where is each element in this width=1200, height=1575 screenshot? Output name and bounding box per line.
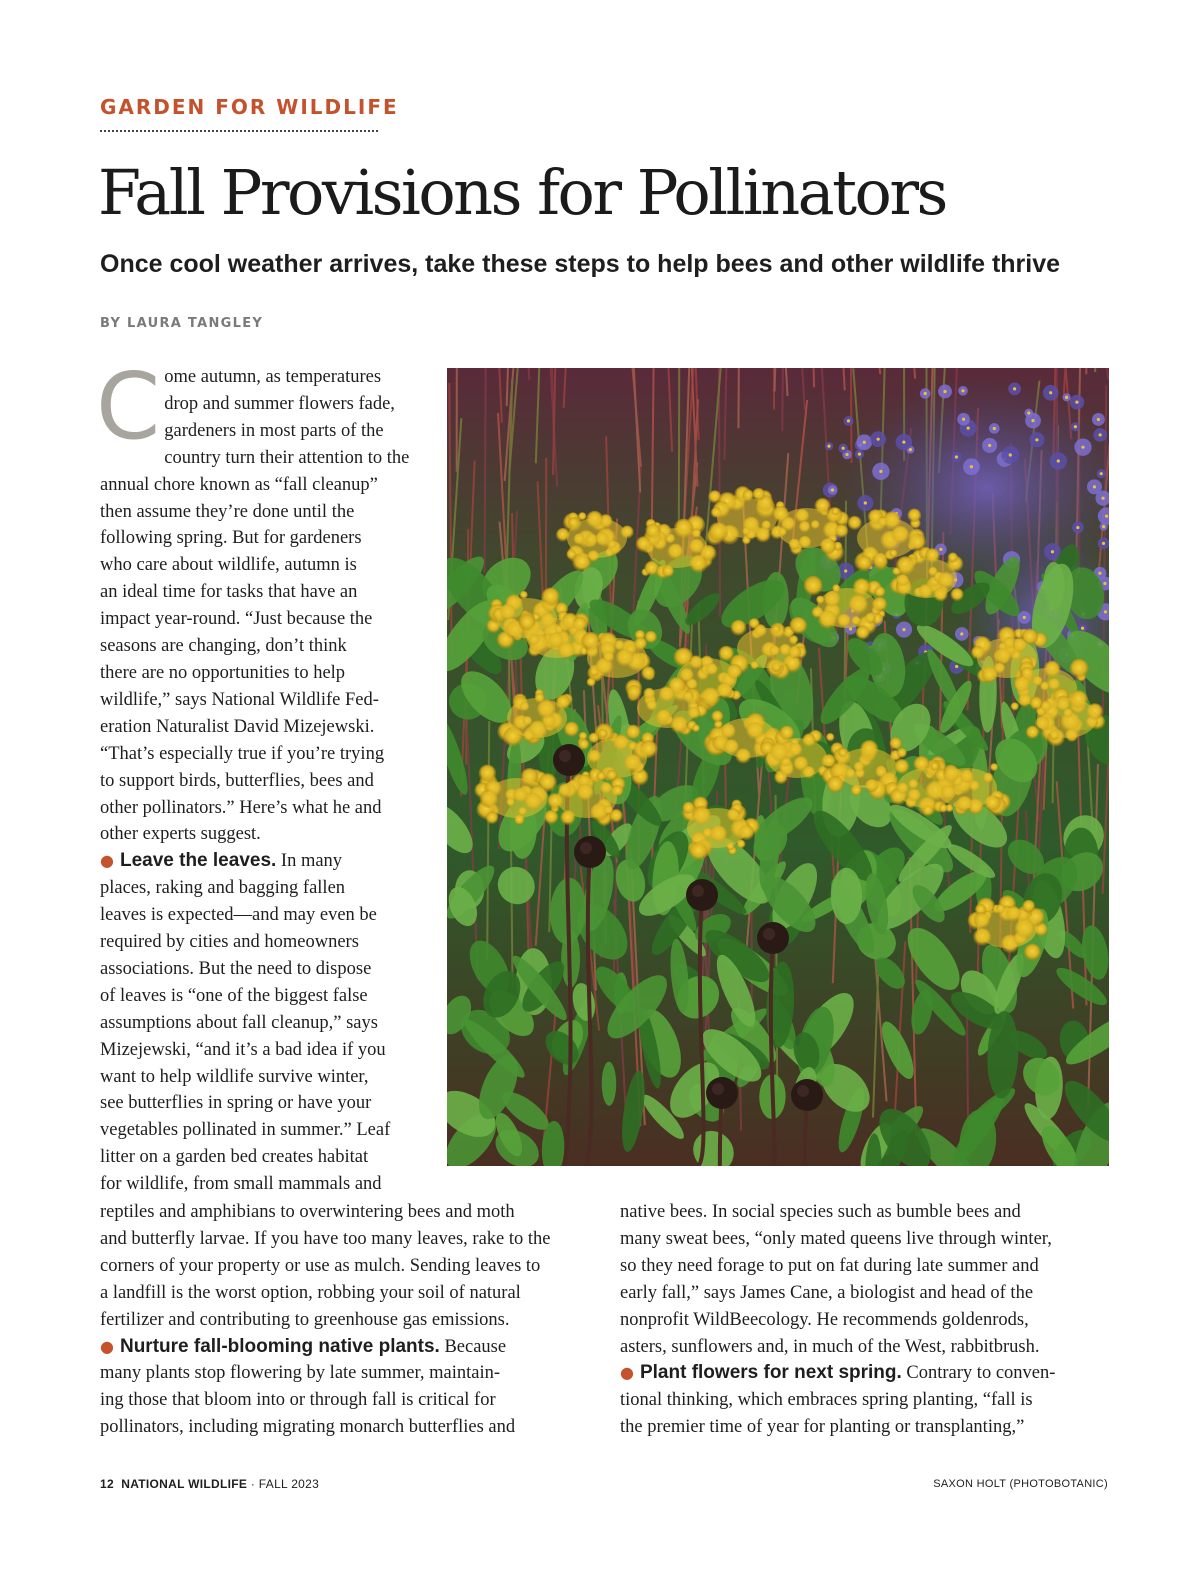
tip-line: assumptions about fall cleanup,” says [100, 1012, 378, 1033]
body-line: many sweat bees, “only mated queens live through winter, [620, 1228, 1052, 1249]
tip-line: many plants stop flowering by late summer, maintain- [100, 1363, 501, 1384]
magazine-name: NATIONAL WILDLIFE [121, 1477, 248, 1491]
bullet-icon: ● [100, 851, 114, 871]
article-column-bottom-left [100, 1199, 600, 1441]
article-subtitle: Once cool weather arrives, take these steps to help bees and other wildlife thrive [100, 250, 1061, 278]
intro-line: seasons are changing, don’t think [100, 636, 347, 657]
intro-line: annual chore known as “fall cleanup” [100, 474, 378, 495]
intro-line: who care about wildlife, autumn is [100, 555, 357, 576]
intro-line: drop and summer flowers fade, [164, 393, 395, 414]
byline: BY LAURA TANGLEY [100, 316, 264, 331]
intro-line: gardeners in most parts of the [164, 420, 384, 441]
body-line: a landfill is the worst option, robbing your soil of natural [100, 1282, 521, 1303]
goldenrod-meadow-photo [447, 368, 1109, 1166]
tip-lead: Plant flowers for next spring. [639, 1362, 902, 1384]
tip-line: Mizejewski, “and it’s a bad idea if you [100, 1039, 386, 1060]
body-line: and butterfly larvae. If you have too many leaves, rake to the [100, 1228, 551, 1249]
intro-line: impact year-round. “Just because the [100, 609, 373, 630]
intro-line: other experts suggest. [100, 824, 261, 845]
intro-line: there are no opportunities to help [100, 662, 346, 683]
tip-line: required by cities and homeowners [100, 932, 359, 953]
intro-line: other pollinators.” Here’s what he and [100, 797, 382, 818]
intro-line: eration Naturalist David Mizejewski. [100, 716, 375, 737]
intro-line: an ideal time for tasks that have an [100, 582, 358, 603]
intro-line: ome autumn, as temperatures [164, 367, 382, 387]
drop-cap: C [96, 353, 161, 460]
body-line: asters, sunflowers and, in much of the West, rabbitbrush. [620, 1336, 1040, 1357]
body-line: fertilizer and contributing to greenhouse gas emissions. [100, 1309, 510, 1330]
intro-line: “That’s especially true if you’re trying [100, 743, 385, 764]
kicker-divider [100, 130, 378, 132]
section-kicker: GARDEN FOR WILDLIFE [100, 95, 399, 119]
tip-text: Because [439, 1336, 507, 1357]
tip-line: the premier time of year for planting or transplanting,” [620, 1417, 1025, 1438]
tip-lead: Leave the leaves. [119, 850, 277, 872]
tip-line: associations. But the need to dispose [100, 958, 372, 979]
issue-label: FALL 2023 [258, 1477, 320, 1491]
bullet-icon: ● [620, 1363, 634, 1383]
tip-text: In many [276, 851, 343, 872]
body-line: native bees. In social species such as bumble bees and [620, 1202, 1021, 1222]
meadow-illustration [447, 368, 1109, 1166]
tip-line: for wildlife, from small mammals and [100, 1174, 382, 1195]
tip-leave-leaves-heading [100, 848, 430, 875]
intro-line: following spring. But for gardeners [100, 528, 362, 549]
body-line: corners of your property or use as mulch. Sending leaves to [100, 1255, 541, 1276]
body-line: reptiles and amphibians to overwintering bees and moth [100, 1202, 515, 1222]
tip-line: want to help wildlife survive winter, [100, 1066, 369, 1087]
tip-lead: Nurture fall-blooming native plants. [119, 1335, 440, 1357]
body-line: early fall,” says James Cane, a biologist and head of the [620, 1282, 1034, 1303]
folio-separator: · [250, 1477, 256, 1491]
tip-text: Contrary to conven- [901, 1363, 1056, 1384]
article-title: Fall Provisions for Pollinators [98, 156, 946, 229]
intro-line: country turn their attention to the [164, 447, 410, 468]
article-column-left [96, 353, 430, 1198]
intro-line: wildlife,” says National Wildlife Fed- [100, 689, 379, 710]
page-folio [100, 1477, 319, 1491]
intro-line: then assume they’re done until the [100, 501, 355, 522]
article-column-bottom-right [620, 1199, 1120, 1441]
page-number: 12 [100, 1477, 114, 1491]
tip-line: see butterflies in spring or have your [100, 1093, 372, 1114]
bullet-icon: ● [100, 1336, 114, 1356]
tip-line: litter on a garden bed creates habitat [100, 1147, 369, 1168]
tip-native-plants-heading [100, 1334, 600, 1361]
tip-line: leaves is expected—and may even be [100, 905, 377, 926]
intro-line: to support birds, butterflies, bees and [100, 770, 374, 791]
tip-line: ing those that bloom into or through fall is critical for [100, 1390, 496, 1411]
body-line: nonprofit WildBeecology. He recommends goldenrods, [620, 1309, 1029, 1330]
tip-line: of leaves is “one of the biggest false [100, 985, 368, 1006]
tip-line: vegetables pollinated in summer.” Leaf [100, 1120, 391, 1141]
photo-credit: SAXON HOLT (PHOTOBOTANIC) [933, 1478, 1108, 1490]
body-line: so they need forage to put on fat during late summer and [620, 1255, 1039, 1276]
tip-line: tional thinking, which embraces spring planting, “fall is [620, 1390, 1033, 1411]
tip-spring-flowers-heading [620, 1360, 1120, 1387]
tip-line: places, raking and bagging fallen [100, 878, 346, 899]
tip-line: pollinators, including migrating monarch butterflies and [100, 1417, 516, 1438]
